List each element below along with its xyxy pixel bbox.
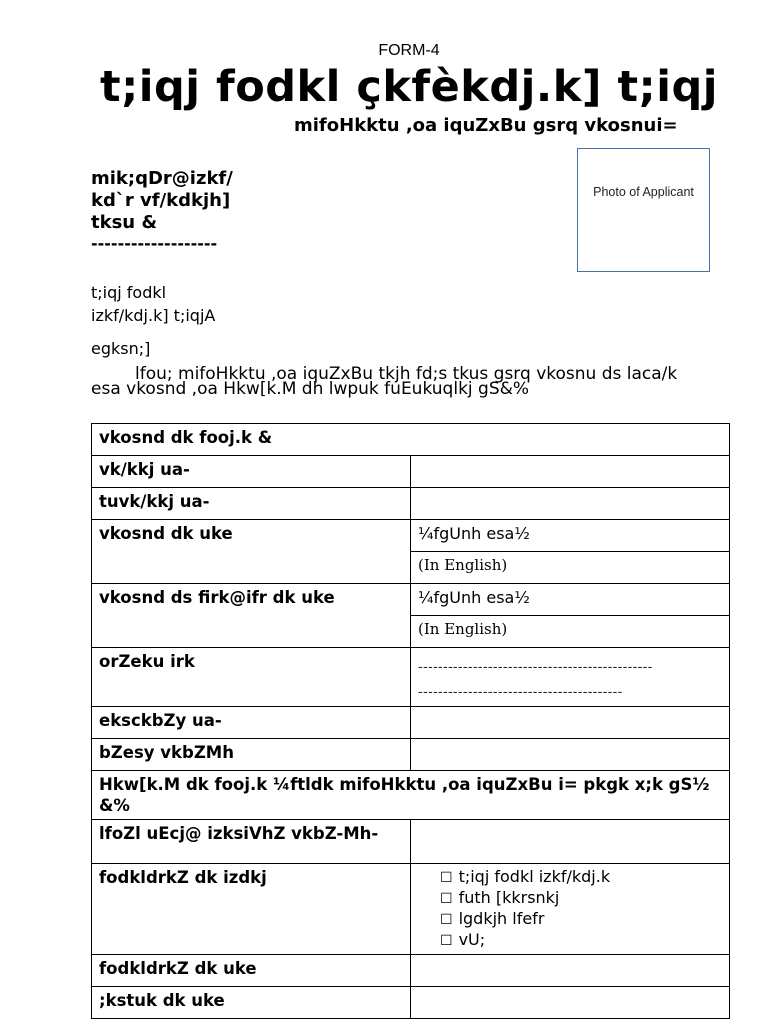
details-table xyxy=(91,423,730,1019)
service-number-label: lfoZl uEcj@ izksiVhZ vkbZ-Mh- xyxy=(92,820,411,864)
father-name-hindi-field[interactable]: ¼fgUnh esa½ xyxy=(411,584,730,616)
details-table-wrapper xyxy=(91,423,730,1019)
developer-name-label: fodkldrkZ dk uke xyxy=(92,955,411,987)
checkbox-icon[interactable]: ☐ xyxy=(440,891,453,907)
option-label: vU; xyxy=(458,930,486,949)
address-line-2: izkf/kdj.k] t;iqjA xyxy=(91,306,216,325)
body-paragraph-line-2: esa vkosnd ,oa Hkw[k.M dh lwpuk fuEukuqlkj gS&% xyxy=(91,379,530,399)
address-line-1: t;iqj fodkl xyxy=(91,283,167,302)
addressee-line-2: kd`r vf/kdkjh] xyxy=(91,190,231,211)
checkbox-icon[interactable]: ☐ xyxy=(440,933,453,949)
applicant-name-english-field[interactable]: (In English) xyxy=(411,552,730,584)
scheme-name-field[interactable] xyxy=(411,987,730,1019)
option-other[interactable] xyxy=(418,930,722,951)
body-paragraph-line-1: lfou; mifoHkktu ,oa iquZxBu tkjh fd;s tkus gsrq vkosnu ds laca/k xyxy=(135,364,678,384)
option-jda[interactable] xyxy=(418,867,722,888)
mobile-field[interactable] xyxy=(411,707,730,739)
applicant-name-label: vkosnd dk uke xyxy=(92,520,411,584)
addressee-line-1: mik;qDr@izkf/ xyxy=(91,168,233,189)
checkbox-icon[interactable]: ☐ xyxy=(440,870,453,886)
mobile-label: eksckbZy ua- xyxy=(92,707,411,739)
option-label: lgdkjh lfefr xyxy=(458,909,545,928)
email-label: bZesy vkbZMh xyxy=(92,739,411,771)
email-field[interactable] xyxy=(411,739,730,771)
addressee-line-3: tksu & xyxy=(91,212,158,233)
developer-type-label: fodkldrkZ dk izdkj xyxy=(92,864,411,955)
current-address-field[interactable] xyxy=(411,648,730,707)
form-number: FORM-4 xyxy=(378,42,440,59)
option-cooperative-society[interactable] xyxy=(418,909,722,930)
janaadhaar-label: tuvk/kkj ua- xyxy=(92,488,411,520)
applicant-section-heading: vkosnd dk fooj.k & xyxy=(92,424,730,456)
page-subtitle: mifoHkktu ,oa iquZxBu gsrq vkosnui= xyxy=(294,115,678,136)
service-number-field[interactable] xyxy=(411,820,730,864)
address-dash-line-2: ----------------------------------------- xyxy=(418,685,623,700)
applicant-name-hindi-field[interactable]: ¼fgUnh esa½ xyxy=(411,520,730,552)
scheme-name-label: ;kstuk dk uke xyxy=(92,987,411,1019)
option-label: t;iqj fodkl izkf/kdj.k xyxy=(458,867,611,886)
developer-type-options xyxy=(411,864,730,955)
father-name-label: vkosnd ds firk@ifr dk uke xyxy=(92,584,411,648)
current-address-label: orZeku irk xyxy=(92,648,411,707)
option-label: futh [kkrsnkj xyxy=(458,888,560,907)
aadhaar-field[interactable] xyxy=(411,456,730,488)
janaadhaar-field[interactable] xyxy=(411,488,730,520)
checkbox-icon[interactable]: ☐ xyxy=(440,912,453,928)
option-private-landowner[interactable] xyxy=(418,888,722,909)
addressee-dash-line: ------------------- xyxy=(91,234,218,253)
aadhaar-label: vk/kkj ua- xyxy=(92,456,411,488)
photo-placeholder xyxy=(577,148,710,272)
photo-label: Photo of Applicant xyxy=(593,185,694,199)
plot-section-heading: Hkw[k.M dk fooj.k ¼ftldk mifoHkktu ,oa iquZxBu i= pkgk x;k gS½ &% xyxy=(92,771,730,820)
salutation: egksn;] xyxy=(91,339,151,358)
developer-name-field[interactable] xyxy=(411,955,730,987)
address-dash-line-1: ----------------------------------------------- xyxy=(418,660,653,675)
father-name-english-field[interactable]: (In English) xyxy=(411,616,730,648)
page-title: t;iqj fodkl çkfèkdj.k] t;iqj xyxy=(100,62,718,112)
